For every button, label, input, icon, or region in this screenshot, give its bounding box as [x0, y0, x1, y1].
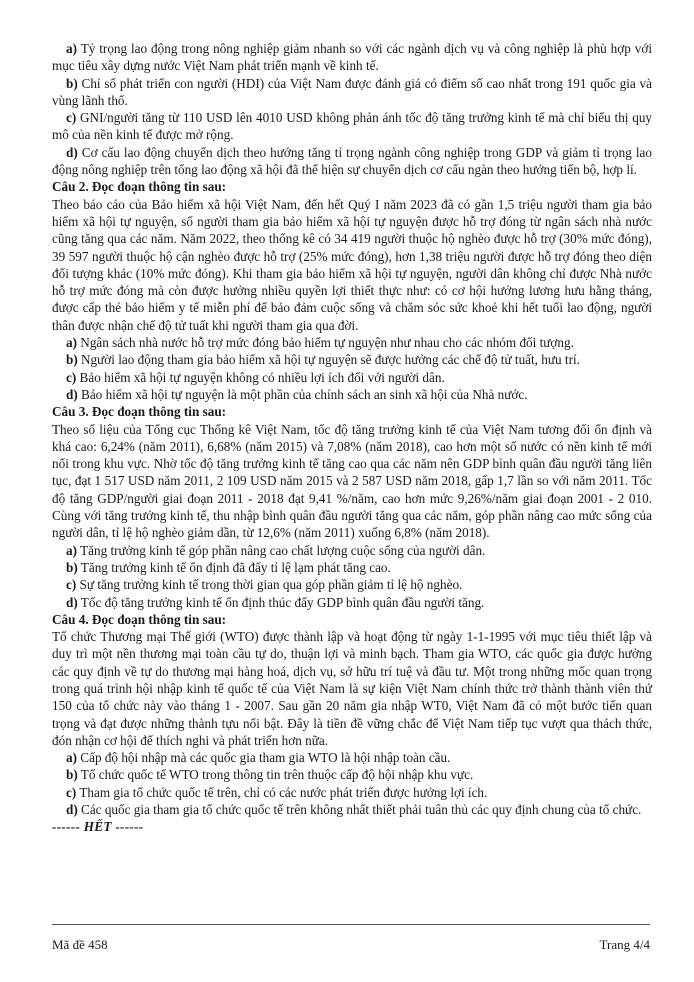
q4-passage: Tổ chức Thương mại Thế giới (WTO) được thành lập và hoạt động từ ngày 1-1-1995 với mục tiêu thiết lập và duy trì một nền thương mại toàn cầu tự do, thuận lợi và minh bạch. Tham gia WTO, các quốc gia được hưởng các quy định về tự do thương mại hàng hoá, dịch vụ, sở hữu trí tuệ và đầu tư. Một trong những mốc quan trọng trong quá trình hội nhập kinh tế quốc tế của Việt Nam là sự kiện Việt Nam chính thức trở thành thành viên thứ 150 của tổ chức này vào tháng 1 - 2007. Sau gần 20 năm gia nhập WT0, Việt Nam đã có một bước tiến quan trọng và đạt được những thành tựu nổi bật. Đây là tiền đề vững chắc để Việt Nam tiếp tục vượt qua thách thức, đón nhận cơ hội để thích nghi và phát triển hơn nữa.	[52, 629, 652, 748]
exam-code: Mã đề 458	[52, 937, 108, 952]
q4-option-a: a) Cấp độ hội nhập mà các quốc gia tham gia WTO là hội nhập toàn cầu.	[66, 750, 451, 766]
q1-option-c: c) GNI/người tăng từ 110 USD lên 4010 USD không phản ánh tốc độ tăng trưởng kinh tế mà chỉ biểu thị quy mô của nền kinh tế được mở rộng.	[52, 110, 653, 143]
q2-option-a: a) Ngân sách nhà nước hỗ trợ mức đóng bảo hiểm tự nguyện như nhau cho các nhóm đối tượng.	[66, 335, 574, 351]
q4-option-b: b) Tổ chức quốc tế WTO trong thông tin trên thuộc cấp độ hội nhập khu vực.	[66, 767, 474, 783]
q2-option-b: b) Người lao động tham gia bảo hiểm xã hội tự nguyện sẽ được hưởng các chế độ tử tuất, hưu trí.	[66, 352, 580, 368]
q3-option-d: d) Tốc độ tăng trưởng kinh tế ổn định thúc đẩy GDP bình quân đầu người tăng.	[66, 594, 485, 610]
question-4	[52, 611, 652, 819]
page-number: Trang 4/4	[599, 937, 650, 952]
q1-option-b: b) Chỉ số phát triển con người (HDI) của Việt Nam được đánh giá có điểm số cao nhất trong 191 quốc gia và vùng lãnh thổ.	[52, 75, 653, 108]
footer-divider	[52, 924, 650, 925]
q2-title: Câu 2. Đọc đoạn thông tin sau:	[52, 179, 227, 195]
q1-options	[52, 40, 652, 178]
q2-option-c: c) Bảo hiểm xã hội tự nguyện không có nhiều lợi ích đối với người dân.	[66, 369, 445, 385]
end-marker: ------ HẾT ------	[52, 819, 144, 835]
q4-option-c: c) Tham gia tổ chức quốc tế trên, chỉ có các nước phát triển được hưởng lợi ích.	[66, 784, 488, 800]
q3-option-c: c) Sự tăng trưởng kinh tế trong thời gian qua góp phần giảm tỉ lệ hộ nghèo.	[66, 577, 463, 593]
q1-option-a: a) Tỷ trọng lao động trong nông nghiệp giảm nhanh so với các ngành dịch vụ và công nghiệp là phù hợp với mục tiêu xây dựng nước Việt Nam phát triển mạnh về kinh tế.	[52, 41, 652, 74]
question-2	[52, 178, 652, 403]
exam-content	[52, 40, 652, 836]
q2-passage: Theo báo cáo của Bảo hiểm xã hội Việt Nam, đến hết Quý I năm 2023 đã có gần 1,5 triệu người tham gia bảo hiểm xã hội tự nguyện, số người tham gia bảo hiểm xã hội tự nguyện được hỗ trợ đóng từ ngân sách nhà nước cũng tăng qua các năm. Năm 2022, theo thống kê có 34 419 người thuộc hộ nghèo được hỗ trợ (30% mức đóng), 39 597 người thuộc hộ cận nghèo được hỗ trợ (25% mức đóng), hơn 1,38 triệu người được hỗ trợ đóng theo diện đối tượng khác (10% mức đóng). Khi tham gia bảo hiểm xã hội tự nguyện, người dân không chỉ được Nhà nước hỗ trợ mức đóng mà còn được hưởng nhiều quyền lợi thiết thực như: có cơ hội hưởng lương hưu hằng tháng, được cấp thẻ bảo hiểm y tế miễn phí để bảo đảm cuộc sống và chăm sóc sức khoẻ khi hết tuổi lao động, người thân được nhận chế độ tử tuất khi người tham gia qua đời.	[52, 196, 652, 333]
q4-option-d: d) Các quốc gia tham gia tổ chức quốc tế trên không nhất thiết phải tuân thủ các quy định chung của tổ chức.	[66, 802, 642, 818]
q2-option-d: d) Bảo hiểm xã hội tự nguyện là một phần của chính sách an sinh xã hội của Nhà nước.	[66, 386, 528, 402]
question-3	[52, 403, 652, 611]
q3-option-a: a) Tăng trưởng kinh tế góp phần nâng cao chất lượng cuộc sống của người dân.	[66, 542, 486, 558]
q1-option-d: d) Cơ cấu lao động chuyển dịch theo hướng tăng tỉ trọng ngành công nghiệp trong GDP và giảm tỉ trọng lao động nông nghiệp trên tổng lao động xã hội đã thể hiện sự chuyển dịch cơ cấu ngàn theo hướng tiến bộ, hợp lí.	[52, 144, 652, 178]
q3-option-b: b) Tăng trưởng kinh tế ổn định đã đẩy tỉ lệ lạm phát tăng cao.	[66, 559, 391, 575]
q3-passage: Theo số liệu của Tổng cục Thống kê Việt Nam, tốc độ tăng trưởng kinh tế của Việt Nam tương đối ổn định và khá cao: 6,24% (năm 2011), 6,68% (năm 2015) và 7,08% (năm 2018), cao hơn một số nước có nền kinh tế mới nổi trong khu vực. Nhờ tốc độ tăng trưởng kinh tế tăng cao qua các năm nên GDP bình quân đầu người tăng liên tục, đạt 1 517 USD năm 2011, 2 109 USD năm 2015 và 2 587 USD năm 2018, gấp 1,7 lần so với năm 2011. Tốc độ tăng GDP/người giai đoạn 2011 - 2018 đạt 9,41 %/năm, cao hơn mức 9,26%/năm giai đoạn 2001 - 2 010. Cùng với tăng trưởng kinh tế, thu nhập bình quân đầu người tăng qua các năm, góp phần nâng cao mức sống của người dân, tỉ lệ hộ nghèo giảm dần, từ 12,6% (năm 2011) xuống 6,8% (năm 2018).	[52, 421, 652, 541]
q4-title: Câu 4. Đọc đoạn thông tin sau:	[52, 611, 227, 627]
q3-title: Câu 3. Đọc đoạn thông tin sau:	[52, 404, 227, 420]
